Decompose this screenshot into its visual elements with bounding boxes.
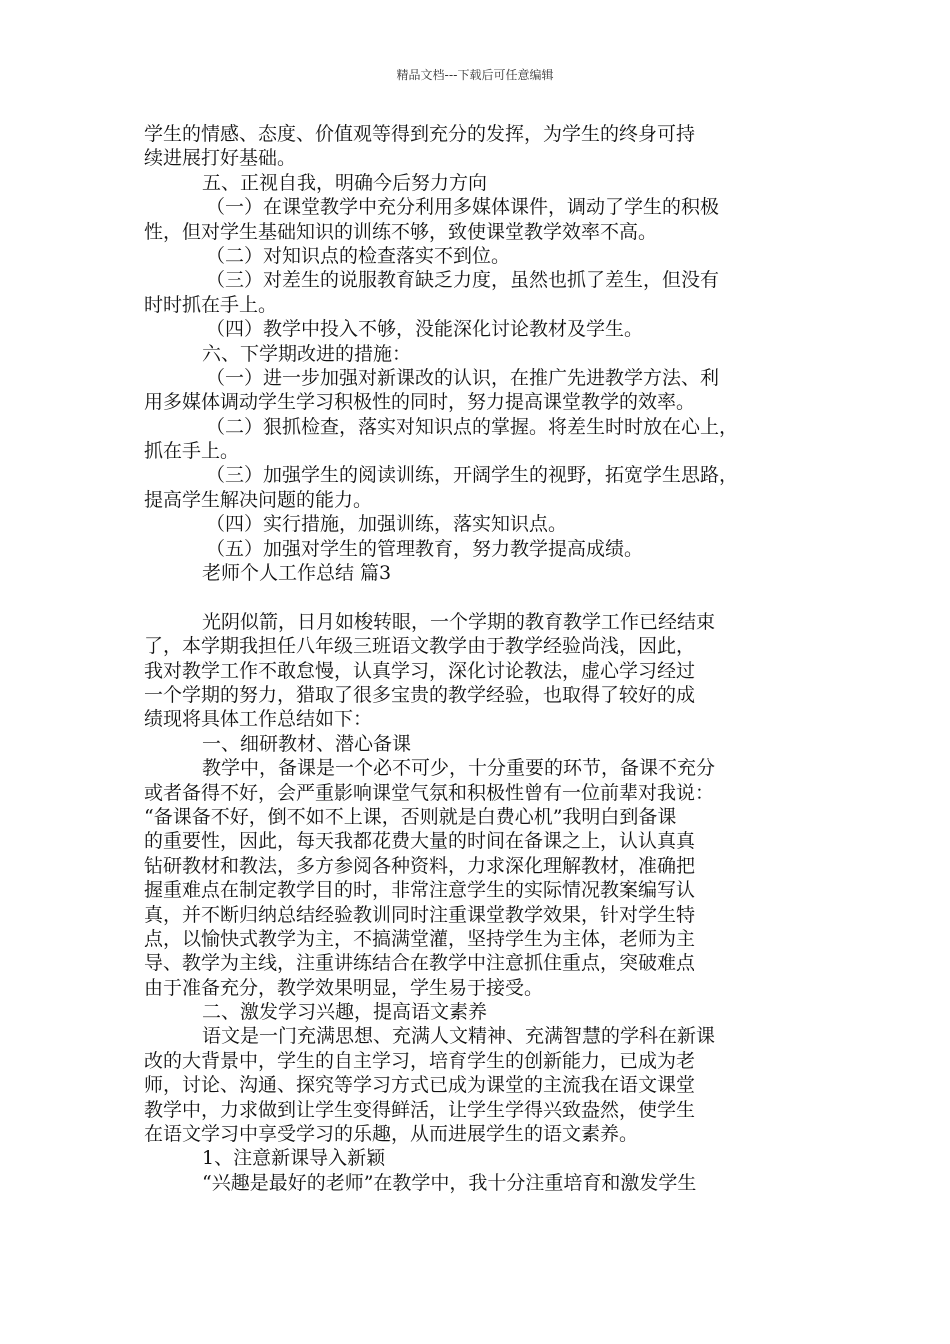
- text-line: 或者备得不好，会严重影响课堂气氛和积极性曾有一位前辈对我说：: [144, 781, 715, 804]
- document-body: [144, 122, 812, 1195]
- text-line: （三）对差生的说服教育缺乏力度，虽然也抓了差生，但没有: [206, 269, 720, 292]
- text-line: 二、激发学习兴趣，提高语文素养: [202, 1001, 488, 1024]
- text-line: 语文是一门充满思想、充满人文精神、充满智慧的学科在新课: [202, 1025, 716, 1048]
- text-line: 性，但对学生基础知识的训练不够，致使课堂教学效率不高。: [144, 220, 658, 243]
- text-line: （四）教学中投入不够，没能深化讨论教材及学生。: [206, 318, 644, 341]
- text-line: 握重难点在制定教学目的时，非常注意学生的实际情况教案编写认: [144, 879, 696, 902]
- text-line: 真，并不断归纳总结经验教训同时注重课堂教学效果，针对学生特: [144, 903, 696, 926]
- text-line: 用多媒体调动学生学习积极性的同时，努力提高课堂教学的效率。: [144, 391, 696, 414]
- text-line: 续进展打好基础。: [144, 147, 297, 170]
- text-line: （三）加强学生的阅读训练，开阔学生的视野，拓宽学生思路，: [206, 464, 739, 487]
- text-line: （五）加强对学生的管理教育，努力教学提高成绩。: [206, 537, 644, 560]
- text-line: 我对教学工作不敢怠慢，认真学习，深化讨论教法，虚心学习经过: [144, 659, 696, 682]
- text-line: 六、下学期改进的措施：: [202, 342, 412, 365]
- text-line: “兴趣是最好的老师”在教学中，我十分注重培育和激发学生: [202, 1171, 697, 1194]
- text-line: （二）对知识点的检查落实不到位。: [206, 244, 511, 267]
- text-line: 由于准备充分，教学效果明显，学生易于接受。: [144, 976, 544, 999]
- text-line: 一、细研教材、潜心备课: [202, 732, 412, 755]
- text-line: 老师个人工作总结 篇3: [202, 562, 392, 585]
- text-line: 教学中，力求做到让学生变得鲜活，让学生学得兴致盎然，使学生: [144, 1098, 696, 1121]
- text-line: 钻研教材和教法，多方参阅各种资料，力求深化理解教材，准确把: [144, 854, 696, 877]
- text-line: 了，本学期我担任八年级三班语文教学由于教学经验尚浅，因此，: [144, 635, 696, 658]
- text-line: 教学中，备课是一个必不可少，十分重要的环节，备课不充分: [202, 757, 716, 780]
- text-line: 光阴似箭，日月如梭转眼，一个学期的教育教学工作已经结束: [202, 610, 716, 633]
- text-line: 五、正视自我，明确今后努力方向: [202, 171, 488, 194]
- text-line: 一个学期的努力，猎取了很多宝贵的教学经验，也取得了较好的成: [144, 683, 696, 706]
- text-line: 点，以愉快式教学为主，不搞满堂灌，坚持学生为主体，老师为主: [144, 927, 696, 950]
- text-line: 师，讨论、沟通、探究等学习方式已成为课堂的主流我在语文课堂: [144, 1074, 696, 1097]
- text-line: 绩现将具体工作总结如下：: [144, 708, 373, 731]
- text-line: “备课备不好，倒不如不上课，否则就是白费心机”我明白到备课: [144, 805, 677, 828]
- text-line: 提高学生解决问题的能力。: [144, 488, 373, 511]
- blank-line: [144, 585, 812, 609]
- text-line: （一）进一步加强对新课改的认识，在推广先进教学方法、利: [206, 366, 720, 389]
- page-header: 精品文档---下载后可任意编辑: [396, 68, 554, 82]
- text-line: 抓在手上。: [144, 440, 240, 463]
- text-line: 的重要性，因此，每天我都花费大量的时间在备课之上，认认真真: [144, 830, 696, 853]
- text-line: 学生的情感、态度、价值观等得到充分的发挥，为学生的终身可持: [144, 123, 696, 145]
- text-line: 改的大背景中，学生的自主学习，培育学生的创新能力，已成为老: [144, 1049, 696, 1072]
- text-line: （四）实行措施，加强训练，落实知识点。: [206, 513, 568, 536]
- text-line: 在语文学习中享受学习的乐趣，从而进展学生的语文素养。: [144, 1123, 639, 1146]
- text-line: 1、注意新课导入新颖: [202, 1147, 386, 1170]
- text-line: （一）在课堂教学中充分利用多媒体课件，调动了学生的积极: [206, 196, 720, 219]
- text-line: （二）狠抓检查，落实对知识点的掌握。将差生时时放在心上，: [206, 415, 739, 438]
- text-line: 导、教学为主线，注重讲练结合在教学中注意抓住重点，突破难点: [144, 952, 696, 975]
- text-line: 时时抓在手上。: [144, 293, 278, 316]
